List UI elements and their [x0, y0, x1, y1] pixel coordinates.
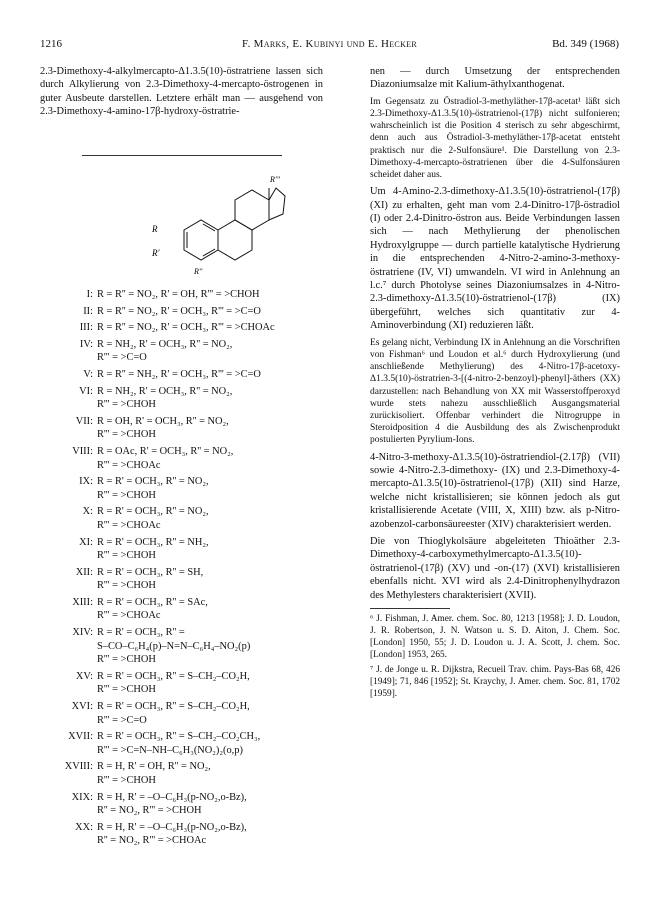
compound-substituents: R = R'' = NH₂, R' = OCH₃, R''' = >C=O [97, 368, 261, 380]
compound-substituents: S–CO–C₆H₄(p)–N=N–C₆H₄–NO₂(p) [97, 640, 251, 652]
compound-label: XIV: [72, 627, 93, 639]
compound-row [40, 489, 330, 503]
compound-label: XVII: [68, 731, 93, 743]
substituent-r-prime: R' [152, 248, 160, 258]
body-paragraph: Im Gegensatz zu Östradiol-3-methyläther-17β-acetat¹ läßt sich 2.3-Dimethoxy-Δ1.3.5(10)-östratrienol-(17β) nicht sulfonieren; wahrscheinlich ist die Position 4 sterisch zu sehr abgeschirmt, denn auch aus Östradiol-3-methyläther-17β-acetat entsteht praktisch nur die 2-Sulfonsäure¹. Die Darstellung von 2.3-Dimethoxy-4-mercapto-östratrienen über die 4-Sulfonsäuren scheidet daher aus. [370, 96, 620, 181]
compound-label: XIX: [71, 791, 93, 803]
compound-row [40, 385, 330, 399]
body-paragraph: nen — durch Umsetzung der entsprechenden Diazoniumsalze mit Kalium-äthylxanthogenat. [370, 66, 620, 91]
compound-label [40, 744, 97, 758]
compound-row [40, 445, 330, 459]
compound-row [40, 519, 330, 533]
compound-substituents: R''' = >CHOH [97, 399, 156, 411]
compound-substituents: R = R' = OCH₃, R'' = NO₂, [97, 506, 209, 518]
compound-substituents: R''' = >CHOH [97, 775, 156, 786]
compound-row [40, 428, 330, 442]
compound-row [40, 305, 330, 319]
compound-label: VIII: [72, 445, 93, 457]
compound-label: XV: [75, 670, 93, 682]
compound-label: VII: [75, 415, 93, 427]
compound-substituents: R = R' = OCH₃, R'' = S–CH₂–CO₂H, [97, 701, 250, 713]
compound-label: XVIII: [64, 761, 93, 773]
footnote: ⁶ J. Fishman, J. Amer. chem. Soc. 80, 1213 [1958]; J. D. Loudon, J. R. Robertson, J. N. Watson u. S. D. Aiton, J. Chem. Soc. [London] 1950, 55; J. D. Loudon u. J. A. Scott, J. chem. Soc. [London] 1953, 265. [370, 614, 620, 660]
left-intro-paragraph [40, 65, 323, 123]
compound-substituents: R''' = >CHOH [97, 654, 156, 666]
steroid-skeleton-svg [150, 160, 290, 290]
compound-label [40, 609, 97, 623]
compound-row [40, 791, 330, 805]
compound-row [40, 653, 330, 667]
right-paragraphs [370, 65, 620, 602]
compound-substituents: R = H, R' = OH, R'' = NO₂, [97, 761, 211, 773]
compound-label: I: [86, 289, 93, 300]
compound-substituents: R''' = >C=O [97, 714, 147, 726]
compound-row [40, 626, 330, 640]
compound-label [40, 549, 97, 563]
compound-substituents: R = R'' = NO₂, R' = OCH₃, R''' = >C=O [97, 305, 261, 317]
page-number: 1216 [40, 38, 62, 50]
section-divider [82, 155, 282, 156]
compound-substituents: R''' = >CHOAc [97, 519, 161, 531]
compound-row [40, 566, 330, 580]
compound-label: XIII: [72, 596, 93, 608]
body-paragraph: Die von Thioglykolsäure abgeleiteten Thioäther 2.3-Dimethoxy-4-carboxymethylmercapto-Δ1.3.5(10)-östratrienol-(17β) (XV) und -on-(17) (XVI) kristallisieren ebenfalls nicht. XVI wird als 2.4-Dinitrophenylhydrazon des Methylesters charakterisiert (XVII). [370, 535, 620, 601]
compound-row [40, 714, 330, 728]
compound-substituents: R = R'' = NO₂, R' = OCH₃, R''' = >CHOAc [97, 322, 275, 334]
compound-substituents: R'' = NO₂, R''' = >CHOAc [97, 835, 207, 847]
substituent-r-triple-prime: R''' [270, 175, 281, 184]
compound-substituents: R''' = >CHOH [97, 684, 156, 696]
compound-substituents: R = R' = OCH₃, R'' = NO₂, [97, 476, 209, 488]
compound-label [40, 774, 97, 788]
journal-volume: Bd. 349 (1968) [552, 38, 619, 50]
compound-label: IX: [79, 476, 93, 488]
compound-row [40, 536, 330, 550]
compound-row [40, 609, 330, 623]
compound-label [40, 683, 97, 697]
compound-label [40, 459, 97, 473]
compound-row [40, 730, 330, 744]
compound-row [40, 459, 330, 473]
compound-label [40, 398, 97, 412]
compound-label [40, 804, 97, 818]
compound-label: IV: [79, 338, 93, 350]
compound-label [40, 351, 97, 365]
compound-substituents: R''' = >CHOAc [97, 610, 161, 622]
compound-substituents: R = R' = OCH₃, R'' = SAc, [97, 596, 208, 608]
compound-row [40, 640, 330, 654]
compound-label: V: [83, 368, 93, 380]
compound-substituents: R = R' = OCH₃, R'' = SH, [97, 566, 204, 578]
intro-text: 2.3-Dimethoxy-4-alkylmercapto-Δ1.3.5(10)-östratriene lassen sich durch Alkylierung von 2.3-Dimethoxy-4-mercapto-östrogenen in guter Ausbeute darstellen. Letztere erhält man — ausgehend von 2.3-Dimethoxy-4-amino-17β-hydroxy-östratrie- [40, 66, 323, 118]
footnotes [370, 613, 620, 700]
compound-substituents: R = R' = OCH₃, R'' = S–CH₂–CO₂CH₃, [97, 731, 261, 743]
compound-substituents: R''' = >CHOH [97, 550, 156, 562]
compound-row [40, 700, 330, 714]
compound-row [40, 288, 330, 302]
compound-label [40, 834, 97, 848]
compound-row [40, 760, 330, 774]
compound-label [40, 579, 97, 593]
compound-substituents: R = NH₂, R' = OCH₃, R'' = NO₂, [97, 385, 233, 397]
compound-substituents: R = R' = OCH₃, R'' = NH₂, [97, 536, 209, 548]
substituent-r-double-prime: R'' [194, 267, 203, 276]
compound-row [40, 398, 330, 412]
compound-label: III: [79, 322, 93, 334]
compound-substituents: R = R'' = NO₂, R' = OH, R''' = >CHOH [97, 289, 260, 300]
compound-label [40, 428, 97, 442]
compound-label [40, 640, 97, 654]
compound-label: II: [83, 305, 93, 317]
compound-label: XVI: [71, 701, 93, 713]
compound-row [40, 351, 330, 365]
compound-substituents: R''' = >CHOAc [97, 459, 161, 471]
compound-substituents: R''' = >C=O [97, 352, 147, 364]
footnote-divider [370, 608, 450, 609]
compound-row [40, 338, 330, 352]
right-column [370, 65, 620, 703]
page-header [40, 38, 619, 52]
compound-row [40, 579, 330, 593]
compound-row [40, 505, 330, 519]
compound-label [40, 489, 97, 503]
compound-label: XI: [79, 536, 93, 548]
compound-substituents: R = R' = OCH₃, R'' = S–CH₂–CO₂H, [97, 670, 250, 682]
compound-substituents: R'' = NO₂, R''' = >CHOH [97, 805, 202, 817]
compound-row [40, 596, 330, 610]
compound-substituents: R = OH, R' = OCH₃, R'' = NO₂, [97, 415, 229, 427]
compound-substituents: R''' = >CHOH [97, 580, 156, 592]
compound-label: VI: [79, 385, 93, 397]
compound-substituents: R = H, R' = –O–C₆H₃(p-NO₂,o-Bz), [97, 821, 247, 833]
compound-row [40, 415, 330, 429]
compound-label [40, 653, 97, 667]
compound-row [40, 821, 330, 835]
compound-substituents: R = H, R' = –O–C₆H₃(p-NO₂,o-Bz), [97, 791, 247, 803]
steroid-structure-diagram [150, 160, 290, 290]
compound-row [40, 475, 330, 489]
compound-row [40, 744, 330, 758]
compound-label [40, 714, 97, 728]
substituent-r: R [152, 224, 158, 234]
compound-row [40, 683, 330, 697]
compound-row [40, 834, 330, 848]
compound-list [40, 288, 330, 848]
compound-substituents: R''' = >C=N–NH–C₆H₃(NO₂)₂(o,p) [97, 744, 243, 756]
compound-row [40, 549, 330, 563]
compound-row [40, 804, 330, 818]
compound-substituents: R = OAc, R' = OCH₃, R'' = NO₂, [97, 445, 234, 457]
footnote: ⁷ J. de Jonge u. R. Dijkstra, Recueil Trav. chim. Pays-Bas 68, 426 [1949]; 71, 846 [1952]; St. Kraychy, J. Amer. chem. Soc. 81, 1702 [1959]. [370, 665, 620, 699]
compound-substituents: R = NH₂, R' = OCH₃, R'' = NO₂, [97, 338, 233, 350]
compound-label: X: [82, 506, 93, 518]
compound-label: XX: [75, 821, 93, 833]
compound-substituents: R = R' = OCH₃, R'' = [97, 627, 185, 639]
body-paragraph: Um 4-Amino-2.3-dimethoxy-Δ1.3.5(10)-östratrienol-(17β) (XI) zu erhalten, geht man vom 2.4-Dinitro-17β-östradiol (I) oder 2.4-Dinitro-östron aus. Beide Verbindungen lassen sich — nach Methylierung der phenolischen Hydroxylgruppe — durch partielle katalytische Hydrierung in die entsprechenden 4-Nitro-2-amino-3-methoxy-östratriene (IV, VI) umwandeln. VI wird in Anlehnung an l.c.⁷ durch Photolyse seines Diazoniumsalzes in 4-Nitro-2.3-dimethoxy-Δ1.3.5(10)-östratrienol-(17β) (IX) übergeführt, welches sich quantitativ zur 4-Aminoverbindung (XI) reduzieren läßt. [370, 186, 620, 332]
compound-substituents: R''' = >CHOH [97, 489, 156, 501]
running-title: F. Marks, E. Kubinyi und E. Hecker [242, 38, 417, 50]
body-paragraph: 4-Nitro-3-methoxy-Δ1.3.5(10)-östratriendiol-(2.17β) (VII) sowie 4-Nitro-2.3-dimethoxy- (IX) und 2.3-Dimethoxy-4-mercapto-Δ1.3.5(10)-östratrienol-(17β) (XII) sind Harze, welche nicht kristallisieren; sie können jedoch als gut kristallisierende Acetate (VIII, X, XIII) bzw. als p-Nitro-azobenzol-carbonsäureester (XIV) charakterisiert werden. [370, 451, 620, 530]
body-paragraph: Es gelang nicht, Verbindung IX in Anlehnung an die Vorschriften von Fishman⁶ und Loudon et al.⁶ durch Hydroxylierung (und anschließende Methylierung) des 4-Nitro-17β-acetoxy-Δ1.3.5(10)-östratrien-3-[(4-nitro-2-benzoyl)-phenyl]-äthers (XX) darzustellen: nach Behandlung von XX mit Wasserstoffperoxyd wurde stets nahezu ausschließlich Ausgangsmaterial zurückisoliert. Offenbar verhindert die Nitrogruppe in Steroidposition 4 die Ausbildung des als Zwischenprodukt postulierten Pyrylium-Ions. [370, 337, 620, 446]
compound-row [40, 368, 330, 382]
compound-substituents: R''' = >CHOH [97, 429, 156, 441]
compound-label [40, 519, 97, 533]
compound-row [40, 321, 330, 335]
compound-row [40, 774, 330, 788]
compound-row [40, 670, 330, 684]
compound-label: XII: [75, 566, 93, 578]
